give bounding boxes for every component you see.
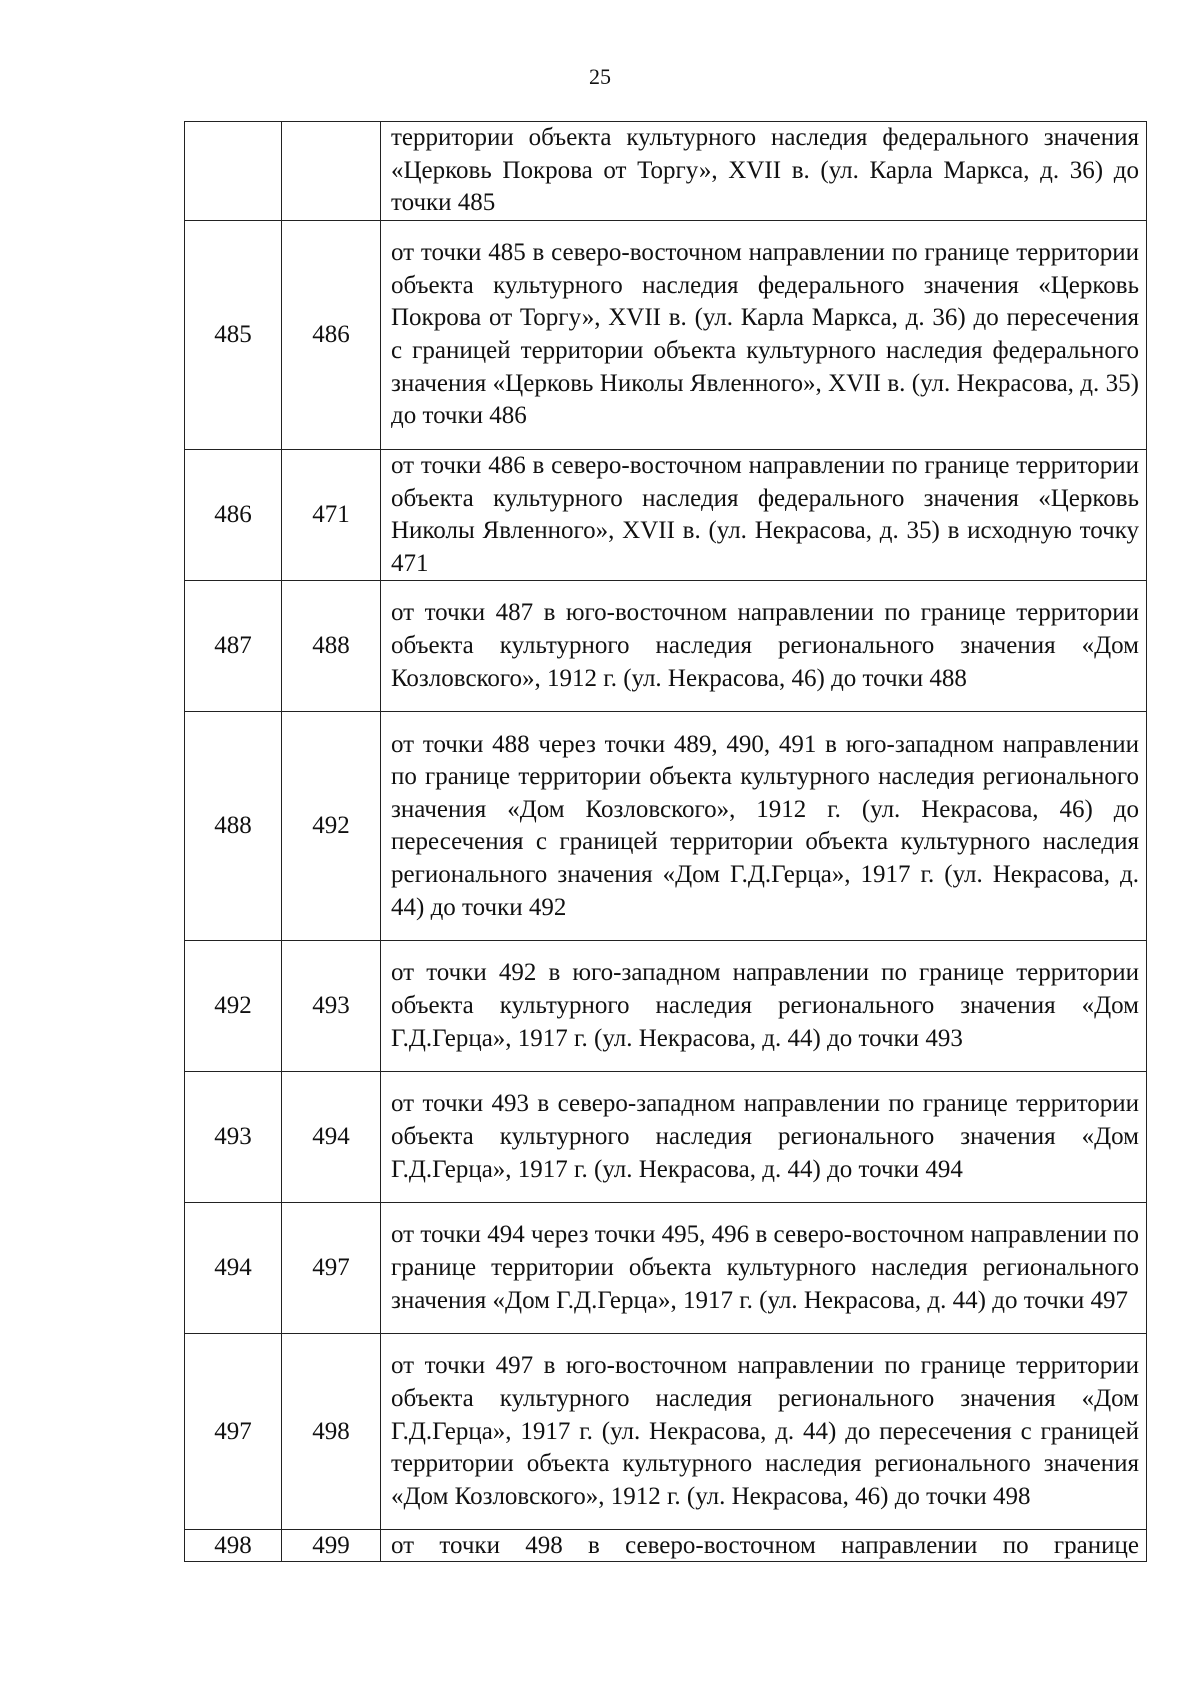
from-point-cell: 488 <box>185 712 282 941</box>
table-row <box>185 122 1147 221</box>
table-row <box>185 581 1147 712</box>
to-point-cell: 492 <box>282 712 381 941</box>
to-point-cell: 497 <box>282 1203 381 1334</box>
from-point-cell: 498 <box>185 1530 282 1562</box>
boundary-description-cell: от точки 485 в северо-восточном направлении по границе территории объекта культурного наследия федерального значения «Церковь Покрова от Торгу», XVII в. (ул. Карла Маркса, д. 36) до пересечения с границей территории объекта культурного наследия федерального значения «Церковь Николы Явленного», XVII в. (ул. Некрасова, д. 35) до точки 486 <box>381 221 1147 450</box>
boundary-points-table <box>184 121 1147 1562</box>
boundary-description-cell: территории объекта культурного наследия федерального значения «Церковь Покрова от Торгу», XVII в. (ул. Карла Маркса, д. 36) до точки 485 <box>381 122 1147 221</box>
from-point-cell: 493 <box>185 1072 282 1203</box>
to-point-cell: 494 <box>282 1072 381 1203</box>
page-number: 25 <box>589 64 611 89</box>
boundary-description-cell: от точки 497 в юго-восточном направлении по границе территории объекта культурного наследия регионального значения «Дом Г.Д.Герца», 1917 г. (ул. Некрасова, д. 44) до пересечения с границей территории объекта культурного наследия регионального значения «Дом Козловского», 1912 г. (ул. Некрасова, 46) до точки 498 <box>381 1334 1147 1530</box>
table-row <box>185 712 1147 941</box>
boundary-description-cell: от точки 487 в юго-восточном направлении по границе территории объекта культурного наследия регионального значения «Дом Козловского», 1912 г. (ул. Некрасова, 46) до точки 488 <box>381 581 1147 712</box>
from-point-cell: 497 <box>185 1334 282 1530</box>
table-row <box>185 1072 1147 1203</box>
to-point-cell: 493 <box>282 941 381 1072</box>
from-point-cell: 487 <box>185 581 282 712</box>
table-row <box>185 1530 1147 1562</box>
from-point-cell: 485 <box>185 221 282 450</box>
boundary-description-cell: от точки 494 через точки 495, 496 в северо-восточном направлении по границе территории объекта культурного наследия регионального значения «Дом Г.Д.Герца», 1917 г. (ул. Некрасова, д. 44) до точки 497 <box>381 1203 1147 1334</box>
boundary-description-cell: от точки 492 в юго-западном направлении по границе территории объекта культурного наследия регионального значения «Дом Г.Д.Герца», 1917 г. (ул. Некрасова, д. 44) до точки 493 <box>381 941 1147 1072</box>
boundary-description-cell: от точки 498 в северо-восточном направлении по границе <box>381 1530 1147 1562</box>
to-point-cell: 498 <box>282 1334 381 1530</box>
from-point-cell: 494 <box>185 1203 282 1334</box>
boundary-description-cell: от точки 486 в северо-восточном направлении по границе территории объекта культурного наследия федерального значения «Церковь Николы Явленного», XVII в. (ул. Некрасова, д. 35) в исходную точку 471 <box>381 450 1147 581</box>
table-row <box>185 1334 1147 1530</box>
table-row <box>185 221 1147 450</box>
to-point-cell: 486 <box>282 221 381 450</box>
boundary-description-cell: от точки 488 через точки 489, 490, 491 в юго-западном направлении по границе территории объекта культурного наследия регионального значения «Дом Козловского», 1912 г. (ул. Некрасова, 46) до пересечения с границей территории объекта культурного наследия регионального значения «Дом Г.Д.Герца», 1917 г. (ул. Некрасова, д. 44) до точки 492 <box>381 712 1147 941</box>
from-point-cell: 492 <box>185 941 282 1072</box>
boundary-description-cell: от точки 493 в северо-западном направлении по границе территории объекта культурного наследия регионального значения «Дом Г.Д.Герца», 1917 г. (ул. Некрасова, д. 44) до точки 494 <box>381 1072 1147 1203</box>
to-point-cell <box>282 122 381 221</box>
from-point-cell <box>185 122 282 221</box>
to-point-cell: 499 <box>282 1530 381 1562</box>
from-point-cell: 486 <box>185 450 282 581</box>
table-row <box>185 941 1147 1072</box>
to-point-cell: 471 <box>282 450 381 581</box>
table-row <box>185 450 1147 581</box>
to-point-cell: 488 <box>282 581 381 712</box>
table-row <box>185 1203 1147 1334</box>
